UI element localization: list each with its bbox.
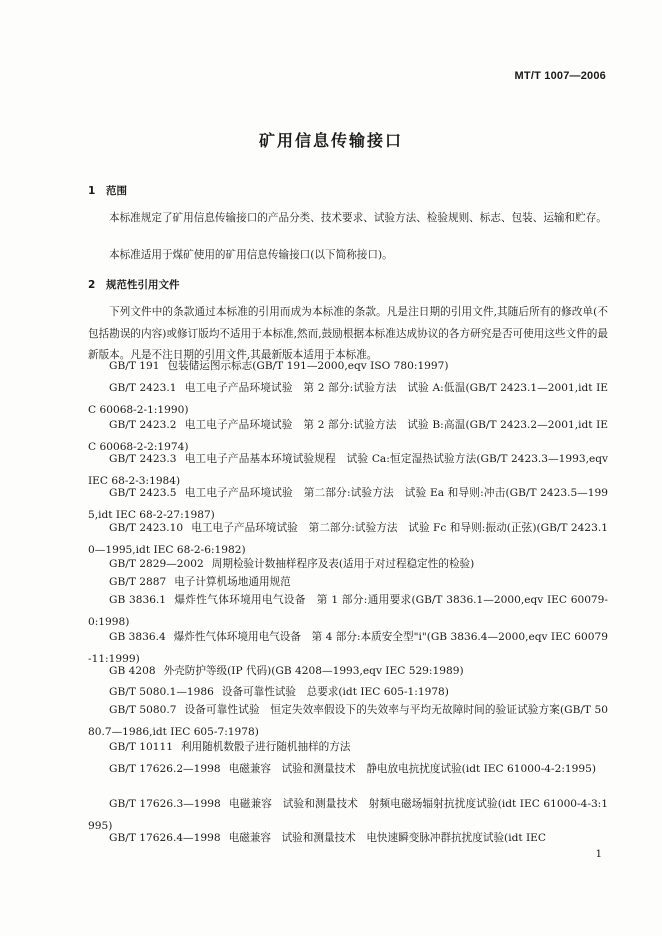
reference-code: GB/T 2423.2 xyxy=(109,419,177,431)
reference-code: GB/T 2829—2002 xyxy=(109,558,204,570)
reference-text: 电工电子产品环境试验 第二部分:试验方法 试验 Fc 和导则:振动(正弦)(GB/T 2423.10—1995,idt IEC 68-2-6:1982) xyxy=(88,522,608,556)
reference-code: GB/T 2423.10 xyxy=(109,522,184,534)
section-title: 范围 xyxy=(106,185,127,197)
reference-code: GB 3836.1 xyxy=(109,594,167,606)
reference-text: 电工电子产品基本环境试验规程 试验 Ca:恒定湿热试验方法(GB/T 2423.3—1993,eqv IEC 68-2-3:1984) xyxy=(88,453,608,487)
section-number: 1 xyxy=(88,185,96,197)
standard-code: MT/T 1007—2006 xyxy=(514,70,606,82)
reference-code: GB/T 17626.3—1998 xyxy=(109,798,221,810)
reference-text: 电磁兼容 试验和测量技术 射频电磁场辐射抗扰度试验(idt IEC 61000-4-3:1995) xyxy=(88,798,608,832)
reference-code: GB/T 2887 xyxy=(109,576,167,588)
reference-text: 爆炸性气体环境用电气设备 第 4 部分:本质安全型"i"(GB 3836.4—2000,eqv IEC 60079-11:1999) xyxy=(88,631,608,665)
reference-item xyxy=(88,759,608,781)
reference-code: GB/T 2423.3 xyxy=(109,453,177,465)
paragraph: 下列文件中的条款通过本标准的引用而成为本标准的条款。凡是注日期的引用文件,其随后所有的修改单(不包括勘误的内容)或修订版均不适用于本标准,然而,鼓励根据本标准达成协议的各方研究是否可使用这些文件的最新版本。凡是不注日期的引用文件,其最新版本适用于本标准。 xyxy=(88,306,608,362)
reference-text: 电子计算机场地通用规范 xyxy=(174,576,291,588)
reference-text: 利用随机数骰子进行随机抽样的方法 xyxy=(180,741,351,753)
reference-code: GB/T 2423.5 xyxy=(109,487,177,499)
reference-item xyxy=(88,661,608,683)
reference-code: GB/T 5080.1—1986 xyxy=(109,686,214,698)
section-heading-normative-references xyxy=(88,277,180,292)
section-heading-scope xyxy=(88,183,127,198)
reference-code: GB 3836.4 xyxy=(109,631,166,643)
reference-text: 设备可靠性试验 总要求(idt IEC 605-1:1978) xyxy=(221,686,449,698)
reference-text: 电工电子产品环境试验 第 2 部分:试验方法 试验 A:低温(GB/T 2423.1—2001,idt IEC 60068-2-1:1990) xyxy=(88,382,608,416)
reference-code: GB 4208 xyxy=(109,665,156,677)
reference-text: 电磁兼容 试验和测量技术 静电放电抗扰度试验(idt IEC 61000-4-2:1995) xyxy=(228,763,597,775)
reference-text: 爆炸性气体环境用电气设备 第 1 部分:通用要求(GB/T 3836.1—2000,eqv IEC 60079-0:1998) xyxy=(88,594,608,628)
reference-text: 电工电子产品环境试验 第 2 部分:试验方法 试验 B:高温(GB/T 2423.2—2001,idt IEC 60068-2-2:1974) xyxy=(88,419,608,453)
paragraph: 本标准适用于煤矿使用的矿用信息传输接口(以下简称接口)。 xyxy=(109,249,393,261)
reference-item xyxy=(88,356,608,378)
reference-text: 外壳防护等级(IP 代码)(GB 4208—1993,eqv IEC 529:1989) xyxy=(163,665,464,677)
reference-text: 电工电子产品环境试验 第二部分:试验方法 试验 Ea 和导则:冲击(GB/T 2423.5—1995,idt IEC 68-2-27:1987) xyxy=(88,487,608,521)
reference-text: 包装储运图示标志(GB/T 191—2000,eqv ISO 780:1997) xyxy=(167,360,449,372)
page-number: 1 xyxy=(595,849,602,860)
paragraph: 本标准规定了矿用信息传输接口的产品分类、技术要求、试验方法、检验规则、标志、包装、运输和贮存。 xyxy=(109,212,607,224)
section-title: 规范性引用文件 xyxy=(106,279,180,291)
reference-text: 周期检验计数抽样程序及表(适用于对过程稳定性的检验) xyxy=(211,558,475,570)
reference-item xyxy=(88,737,608,759)
reference-code: GB/T 10111 xyxy=(109,741,173,753)
reference-text: 设备可靠性试验 恒定失效率假设下的失效率与平均无故障时间的验证试验方案(GB/T 5080.7—1986,idt IEC 605-7:1978) xyxy=(88,704,608,738)
reference-code: GB/T 17626.2—1998 xyxy=(109,763,221,775)
reference-code: GB/T 17626.4—1998 xyxy=(109,832,221,844)
reference-text: 电磁兼容 试验和测量技术 电快速瞬变脉冲群抗扰度试验(idt IEC xyxy=(228,832,547,844)
reference-code: GB/T 191 xyxy=(109,360,160,372)
reference-item xyxy=(88,828,608,850)
section-number: 2 xyxy=(88,279,96,291)
reference-code: GB/T 5080.7 xyxy=(109,704,177,716)
document-title: 矿用信息传输接口 xyxy=(258,131,403,150)
reference-code: GB/T 2423.1 xyxy=(109,382,177,394)
